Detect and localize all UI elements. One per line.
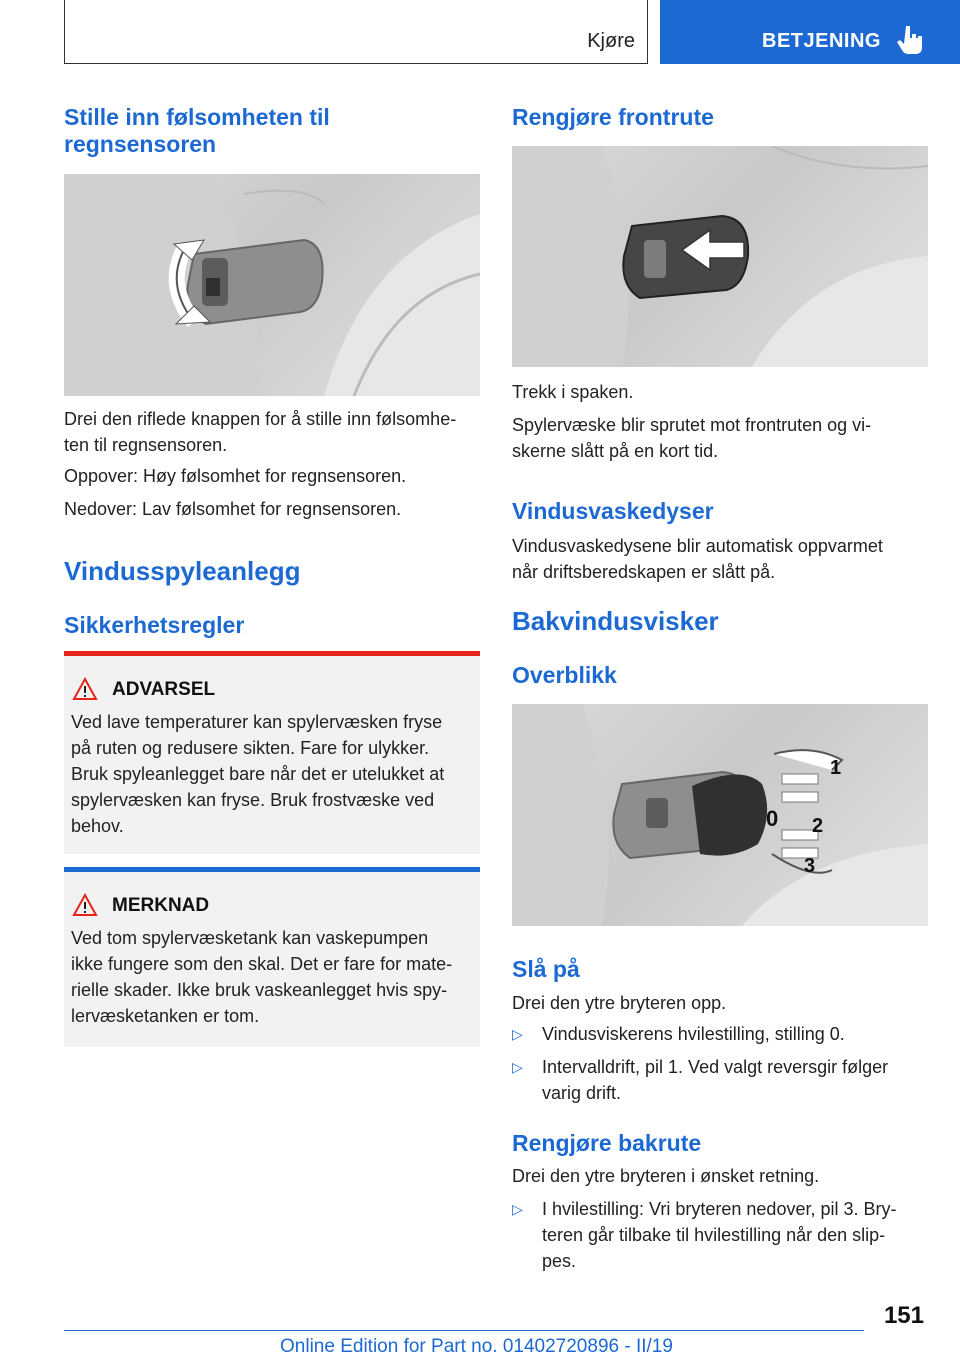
text-line: Intervalldrift, pil 1. Ved valgt reversgir følger — [542, 1057, 889, 1077]
text-line: Drei den riflede knappen for å stille inn følsomhe- — [64, 409, 457, 429]
chapter-tab-label: BETJENING — [762, 30, 881, 52]
heading-rain-sensor — [64, 104, 330, 158]
caution-icon — [72, 893, 98, 917]
text-line: skerne slått på en kort tid. — [512, 441, 719, 461]
footer-edition: Online Edition for Part no. 01402720896 - II/19 — [280, 1336, 673, 1357]
hand-pointer-icon — [896, 24, 924, 56]
rain-sensor-figure — [64, 174, 480, 396]
heading-clean-rear-window: Rengjøre bakrute — [512, 1130, 702, 1156]
windscreen-washer-figure — [512, 146, 928, 367]
warning-bar — [64, 651, 480, 656]
text-line: Ved tom spylervæsketank kan vaskepumpen — [71, 928, 429, 948]
text-line: Bruk spyleanlegget bare når det er utelukket at — [71, 764, 445, 784]
text-line: pes. — [542, 1251, 577, 1271]
warning-text — [71, 709, 471, 839]
text-line: varig drift. — [542, 1083, 622, 1103]
subsection-heading-safety: Sikkerhetsregler — [64, 612, 245, 638]
heading-nozzles: Vindusvaskedyser — [512, 498, 714, 524]
heading-line: regnsensoren — [64, 131, 217, 157]
text-line: Vindusvaskedysene blir automatisk oppvarmet — [512, 536, 883, 556]
bullet-triangle-icon: ▷ — [512, 1059, 523, 1075]
footer-rule — [64, 1330, 864, 1331]
lever-illustration — [64, 174, 480, 396]
heading-clean-windscreen: Rengjøre frontrute — [512, 104, 714, 130]
text-line: lervæsketanken er tom. — [71, 1006, 260, 1026]
subsection-heading-overview: Overblikk — [512, 662, 617, 688]
text-line: spylervæsken kan fryse. Bruk frostvæske ved — [71, 790, 435, 810]
text-line: ikke fungere som den skal. Det er fare for mate- — [71, 954, 453, 974]
text-line: Ved lave temperaturer kan spylervæsken fryse — [71, 712, 443, 732]
note-box — [64, 867, 480, 1047]
note-bar — [64, 867, 480, 872]
heading-switch-on: Slå på — [512, 956, 580, 982]
lever-pull-illustration — [512, 146, 928, 367]
bullet-triangle-icon: ▷ — [512, 1026, 523, 1042]
text-line: I hvilestilling: Vri bryteren nedover, pil 3. Bry- — [542, 1199, 897, 1219]
rear-wiper-illustration — [512, 704, 928, 926]
text-line: behov. — [71, 816, 124, 836]
paragraph-turn-direction: Drei den ytre bryteren i ønsket retning. — [512, 1166, 820, 1186]
text-line: Spylervæske blir sprutet mot frontruten og vi- — [512, 415, 872, 435]
callout-1: 1 — [830, 757, 842, 779]
text-line: på ruten og redusere sikten. Fare for ulykker. — [71, 738, 430, 758]
warning-box — [64, 651, 480, 854]
text-line: ten til regnsensoren. — [64, 435, 228, 455]
text-line: Vindusviskerens hvilestilling, stilling 0. — [542, 1024, 845, 1044]
paragraph-turn-switch: Drei den ytre bryteren opp. — [512, 993, 727, 1013]
warning-icon — [72, 677, 98, 701]
note-text — [71, 925, 471, 1029]
paragraph — [512, 412, 928, 464]
callout-0: 0 — [766, 806, 779, 831]
section-heading-washer: Vindusspyleanlegg — [64, 556, 301, 586]
paragraph-pull: Trekk i spaken. — [512, 382, 634, 402]
paragraph — [64, 406, 480, 458]
header-section-title: Kjøre — [587, 30, 635, 52]
chapter-tab[interactable] — [660, 0, 960, 64]
rear-wiper-figure — [512, 704, 928, 926]
section-heading-rear-wiper: Bakvindusvisker — [512, 606, 719, 636]
page-number: 151 — [883, 1302, 924, 1329]
heading-line: Stille inn følsomheten til — [64, 104, 330, 130]
callout-2: 2 — [812, 815, 824, 837]
paragraph-up: Oppover: Høy følsomhet for regnsensoren. — [64, 466, 407, 486]
text-line: teren går tilbake til hvilestilling når den slip- — [542, 1225, 886, 1245]
running-header — [64, 0, 648, 64]
bullet-triangle-icon: ▷ — [512, 1201, 523, 1217]
text-line: rielle skader. Ikke bruk vaskeanlegget hvis spy- — [71, 980, 448, 1000]
note-title: MERKNAD — [112, 895, 210, 916]
warning-title: ADVARSEL — [112, 679, 216, 700]
text-line: når driftsberedskapen er slått på. — [512, 562, 776, 582]
paragraph-down: Nedover: Lav følsomhet for regnsensoren. — [64, 499, 402, 519]
paragraph — [512, 533, 928, 585]
callout-3: 3 — [804, 855, 816, 877]
